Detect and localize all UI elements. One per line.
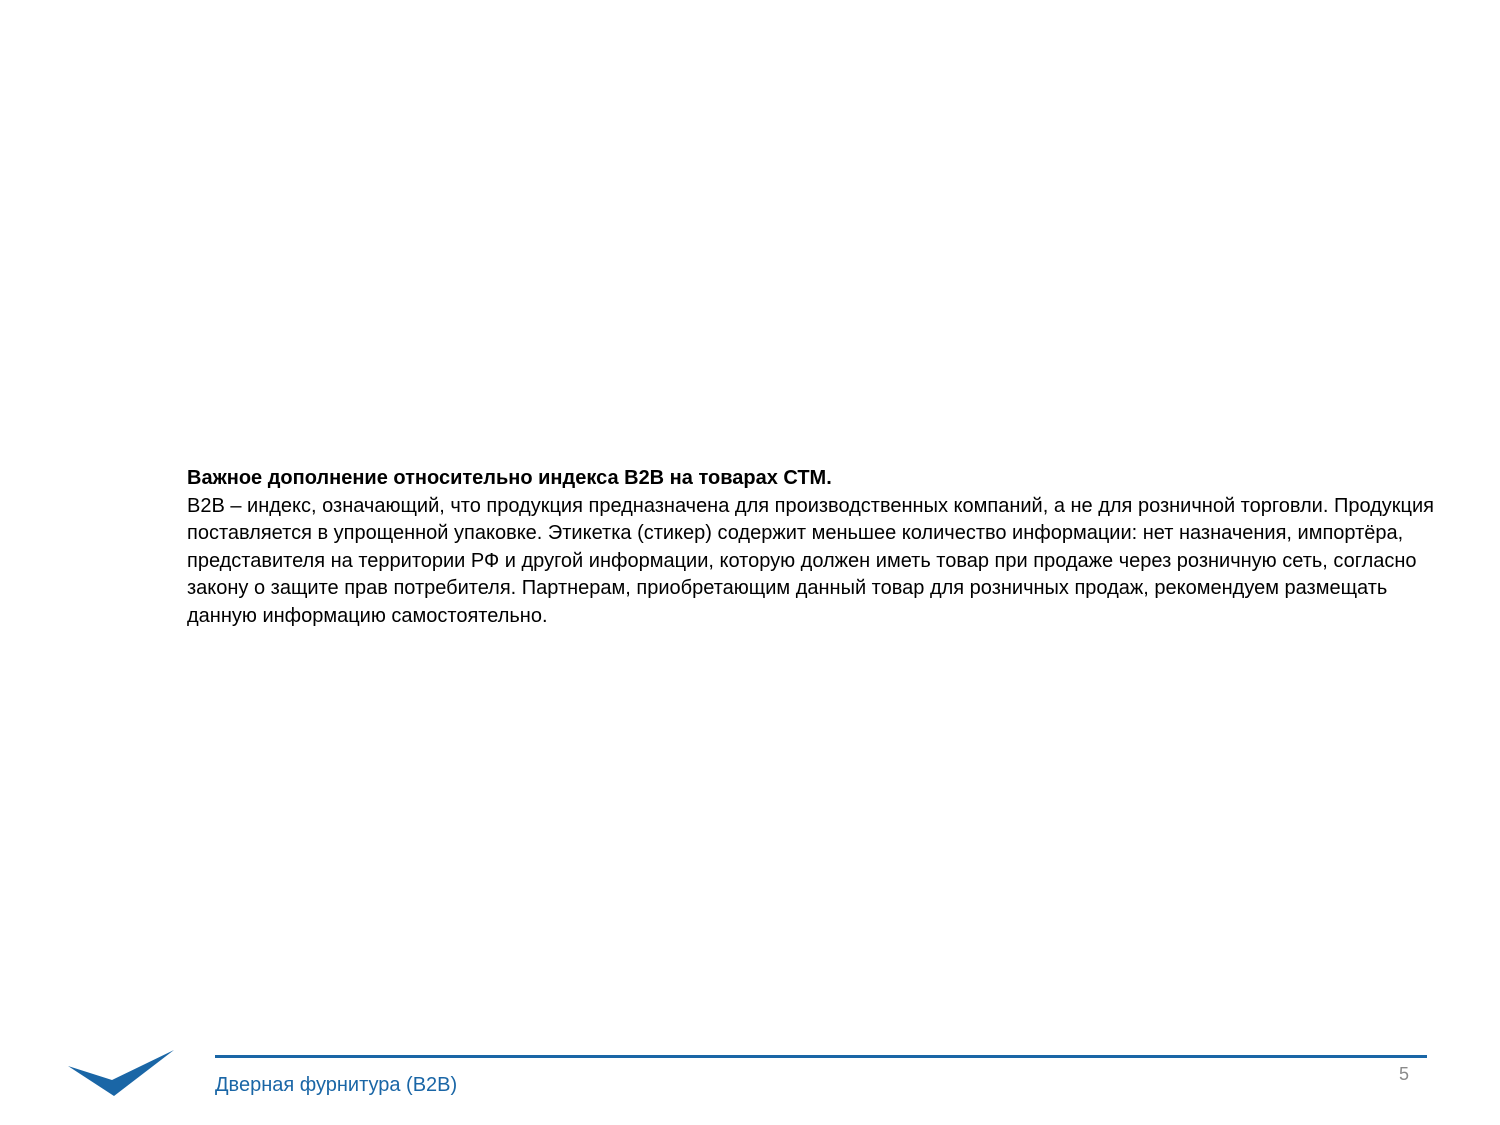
chevron-logo-icon <box>68 1050 174 1098</box>
footer-divider <box>215 1055 1427 1058</box>
note-body: B2B – индекс, означающий, что продукция предназначена для производственных компаний, а не для розничной торговли. Продукция поставляется в упрощенной упаковке. Этикетка (стикер) содержит меньшее количество информации: нет назначения, импортёра, представителя на территории РФ и другой информации, которую должен иметь товар при продаже через розничную сеть, согласно закону о защите прав потребителя. Партнерам, приобретающим данный товар для розничных продаж, рекомендуем размещать данную информацию самостоятельно. <box>187 494 1435 627</box>
footer-caption: Дверная фурнитура (B2B) <box>215 1074 458 1096</box>
note-block <box>187 465 1437 630</box>
note-title: Важное дополнение относительно индекса B2B на товарах СТМ. <box>187 467 832 489</box>
page-number: 5 <box>1398 1064 1409 1084</box>
